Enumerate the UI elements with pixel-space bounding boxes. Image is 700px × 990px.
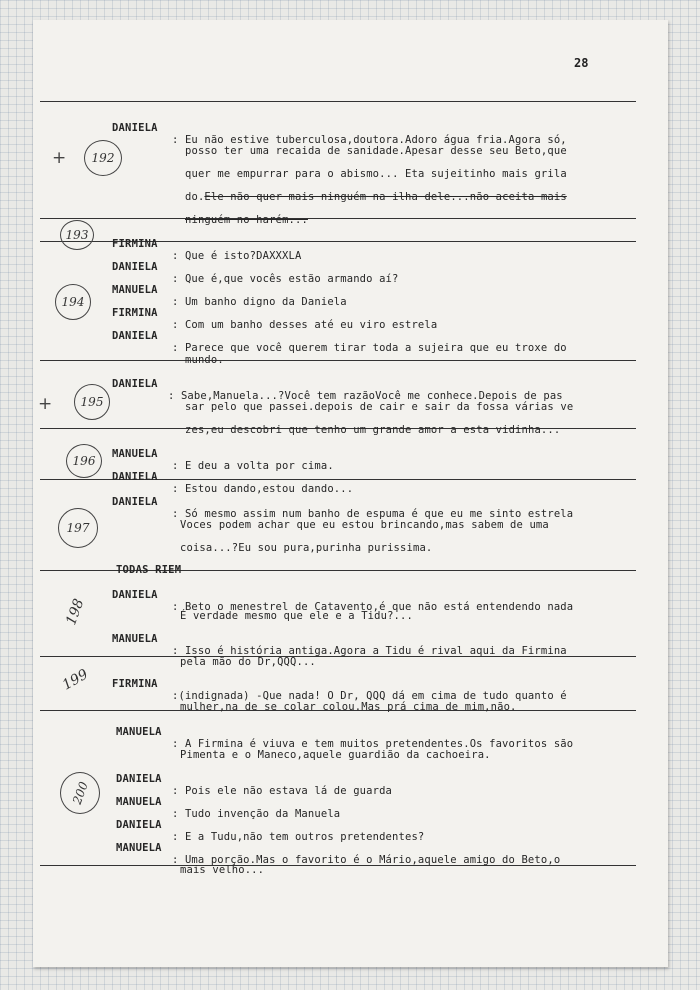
dialogue-line: [0, 530, 700, 554]
line-text-part: do.: [185, 191, 205, 203]
line-text: :(indignada) -Que nada! O Dr, QQQ dá em cima de tudo quanto é: [172, 690, 567, 702]
speaker-name: MANUELA: [116, 726, 162, 738]
speaker-name: DANIELA: [112, 496, 158, 508]
line-text: sar pelo que passei.depois de cair e sair da fossa várias ve: [185, 401, 574, 413]
dialogue-line: [0, 784, 700, 820]
line-text: : A Firmina é viuva e tem muitos pretendentes.Os favoritos são: [172, 738, 574, 750]
scene-number-mark: [60, 772, 100, 814]
speaker-name: DANIELA: [112, 330, 158, 342]
cross-mark: +: [52, 148, 67, 168]
speaker-name: MANUELA: [112, 448, 158, 460]
scene-number: 197: [66, 521, 90, 535]
line-text: : Um banho digno da Daniela: [172, 296, 347, 308]
struck-text: Ele não quer mais ninguém na ilha dele...não aceita mais: [204, 191, 567, 203]
dialogue-line: [0, 852, 700, 876]
dialogue-line: [0, 666, 700, 702]
scene-number-mark: [84, 140, 122, 176]
line-text: : Isso é história antiga.Agora a Tidu é rival aqui da Firmina: [172, 645, 567, 657]
line-text: quer me empurrar para o abismo... Eta sujeitinho mais grila: [185, 168, 567, 180]
line-text: mundo.: [185, 354, 224, 366]
line-text: coisa...?Eu sou pura,purinha purissima.: [180, 542, 433, 554]
stage-direction: [0, 552, 700, 576]
line-text: posso ter uma recaida de sanidade.Apesar desse seu Beto,que: [185, 145, 567, 157]
line-text: mais velho...: [180, 864, 265, 876]
line-text: : Só mesmo assim num banho de espuma é que eu me sinto estrela: [172, 508, 574, 520]
line-text: : E a Tudu,não tem outros pretendentes?: [172, 831, 425, 843]
line-text: : Estou dando,estou dando...: [172, 483, 354, 495]
dialogue-line: [0, 202, 700, 226]
line-text: : Beto o menestrel de Catavento,é que não está entendendo nada: [172, 601, 574, 613]
line-text: : Pois ele não estava lá de guarda: [172, 785, 393, 797]
dialogue-line: [0, 807, 700, 843]
dialogue-line: [0, 644, 700, 668]
section-divider: [40, 101, 636, 102]
dialogue-line: [0, 318, 700, 354]
scene-number-mark: [60, 220, 94, 250]
speaker-name: DANIELA: [112, 471, 158, 483]
line-text: : Que é isto?DAXXXLA: [172, 250, 302, 262]
speaker-name: DANIELA: [116, 773, 162, 785]
stage-direction-text: TODAS RIEM: [116, 564, 182, 576]
speaker-name: MANUELA: [116, 796, 162, 808]
dialogue-line: [0, 737, 700, 761]
line-text: : Com um banho desses até eu viro estrela: [172, 319, 438, 331]
speaker-name: FIRMINA: [112, 307, 158, 319]
scene-number-mark: [55, 284, 91, 320]
cross-mark: +: [38, 394, 53, 414]
line-text: Pimenta e o Maneco,aquele guardião da cachoeira.: [180, 749, 491, 761]
page-number: 28: [574, 56, 589, 70]
speaker-name: MANUELA: [112, 633, 158, 645]
scene-number: 194: [61, 295, 85, 309]
line-text: Voces podem achar que eu estou brincando,mas sabem de uma: [180, 519, 549, 531]
section-divider: [40, 360, 636, 361]
speaker-name: DANIELA: [112, 261, 158, 273]
scene-number-mark: [58, 508, 98, 548]
speaker-name: DANIELA: [112, 122, 158, 134]
line-text: : Uma porção.Mas o favorito é o Mário,aquele amigo do Beto,o: [172, 854, 561, 866]
scene-number-mark: [66, 444, 102, 478]
speaker-name: DANIELA: [116, 819, 162, 831]
line-text: mulher,na de se colar colou.Mas prá cima de mim,não.: [180, 701, 517, 713]
scene-number: 192: [91, 151, 115, 165]
line-text: : E deu a volta por cima.: [172, 460, 334, 472]
line-text: : Sabe,Manuela...?Você tem razãoVocê me conhece.Depois de pas: [168, 390, 563, 402]
line-text: pela mão do Dr,QQQ...: [180, 656, 316, 668]
line-text: : Eu não estive tuberculosa,doutora.Adoro água fria.Agora só,: [172, 134, 567, 146]
speaker-name: FIRMINA: [112, 238, 158, 250]
scene-number-mark: [74, 384, 110, 420]
scene-number: 200: [69, 779, 91, 807]
scene-number: 196: [72, 454, 96, 468]
struck-text: ninguém no harém...: [185, 214, 308, 226]
dialogue-line: [0, 689, 700, 713]
speaker-name: MANUELA: [112, 284, 158, 296]
dialogue-line: [0, 110, 700, 146]
scene-number: 193: [65, 228, 89, 242]
dialogue-line: [0, 714, 700, 750]
speaker-name: DANIELA: [112, 589, 158, 601]
dialogue-line: [0, 295, 700, 331]
dialogue-line: [0, 226, 700, 262]
dialogue-line: [0, 179, 700, 203]
dialogue-line: [0, 621, 700, 657]
line-text: zes,eu descobri que tenho um grande amor a esta vidinha...: [185, 424, 561, 436]
line-text: : Que é,que vocês estão armando aí?: [172, 273, 399, 285]
dialogue-line: [0, 459, 700, 495]
line-text: É verdade mesmo que ele e a Tidu?...: [180, 610, 413, 622]
line-text: : Tudo invenção da Manuela: [172, 808, 341, 820]
dialogue-line: [0, 249, 700, 285]
scene-number: 195: [80, 395, 104, 409]
speaker-name: FIRMINA: [112, 678, 158, 690]
scene-number-mark: 198: [63, 596, 88, 628]
line-text: : Parece que você querem tirar toda a sujeira que eu troxe do: [172, 342, 567, 354]
dialogue-line: [0, 598, 700, 622]
speaker-name: MANUELA: [116, 842, 162, 854]
section-divider: [40, 218, 636, 219]
dialogue-line: [0, 342, 700, 366]
dialogue-line: [0, 830, 700, 866]
speaker-name: DANIELA: [112, 378, 158, 390]
scene-number-mark: 199: [59, 666, 91, 694]
dialogue-line: [0, 484, 700, 520]
